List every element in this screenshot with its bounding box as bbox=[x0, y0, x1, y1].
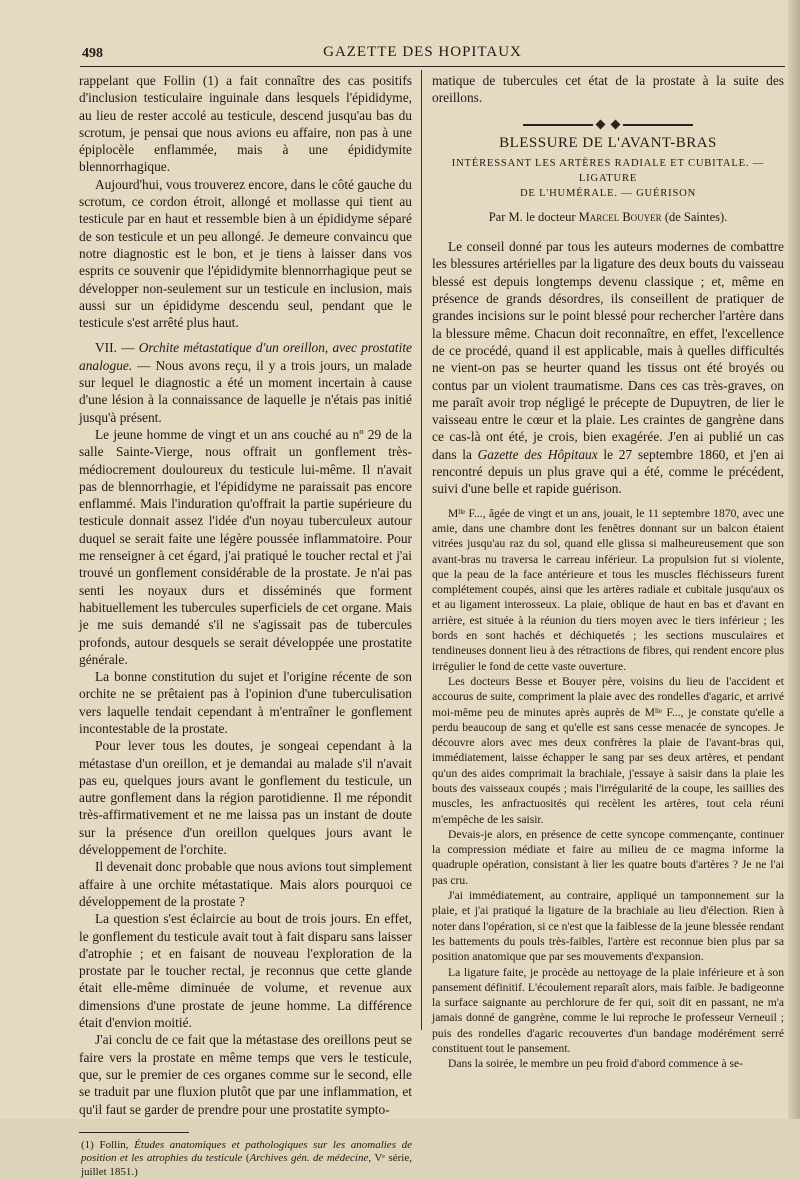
byline-suffix: (de Saintes). bbox=[664, 209, 728, 224]
section-number: VII. — bbox=[95, 340, 135, 356]
byline-prefix: Par M. le docteur bbox=[488, 209, 576, 224]
article-subtitle bbox=[432, 156, 784, 201]
byline bbox=[432, 209, 784, 226]
ornament-divider bbox=[432, 115, 784, 123]
paragraph: La bonne constitution du sujet et l'origine récente de son orchite ne se prêtaient pas à l'opinion d'une tuberculisation vers laquelle tendait cependant à m'entraîner le gonflement incontestable de la prostate. bbox=[79, 669, 412, 736]
author-name: Marcel Bouyer bbox=[578, 209, 662, 224]
section-heading-vii bbox=[79, 339, 412, 425]
paragraph: Mˡˡᵉ F..., âgée de vingt et un ans, jouait, le 11 septembre 1870, avec une amie, dans une chambre dont les fenêtres donnant sur un balcon étaient vitrées jusqu'au raz du sol, quand elle glissa si malheureusement que son avant-bras nu traversa le carreau inférieur. La propulsion fut si violente, que la peau de la face antérieure et tous les muscles fléchisseurs furent complétement coupés, ainsi que les artères radiale et cubitale jusqu'aux os et au ligament interosseux. La plaie, oblique de haut en bas et d'avant en arrière, est située à la réunion du tiers moyen avec le tiers inférieur ; les bords en sont hachés et déchiquetés ; les sections musculaires et tendineuses donnent lieu à des rétractions de fibres, qui rendent encore plus irrégulier le fond de cette vaste ouverture. bbox=[432, 506, 784, 673]
footnote-paren: ( bbox=[245, 1152, 250, 1165]
subtitle-line: INTÉRESSANT LES ARTÈRES RADIALE ET CUBITALE. — LIGATURE bbox=[451, 157, 765, 184]
paragraph: Les docteurs Besse et Bouyer père, voisins du lieu de l'accident et accourus de suite, compriment la plaie avec des rondelles d'agaric, et arrivé moi-même peu de minutes après auprès de Mˡˡᵉ F..., je constate qu'elle a perdu beaucoup de sang et qu'elle est sans cesse menacée de syncopes. Je découvre alors avec mes deux confrères la plaie de l'avant-bras qui, immédiatement, laisse échapper le sang par ses deux artères, et pendant qu'un des aides comprimait la brachiale, j'essaye à saisir dans la plaie les bouts des vaisseaux coupés ; mais l'irrégularité de la coupe, les saillies des muscles, les anfractuosités qui recèlent les artères, tout cela réuni m'empêche de les saisir. bbox=[432, 674, 784, 826]
paragraph: J'ai immédiatement, au contraire, appliqué un tamponnement sur la plaie, et j'ai pratiqué la ligature de la brachiale au lieu d'élection. Rien à noter dans l'opération, si ce n'est que la faiblesse de la jeune blessée rendant les battements du pouls très-faibles, l'artère est reconnue bien plus par sa position anatomique que par ses mouvements d'expansion. bbox=[432, 889, 784, 964]
page-edge-shadow bbox=[788, 0, 800, 1119]
paragraph: Aujourd'hui, vous trouverez encore, dans le côté gauche du scrotum, ce cordon étroit, allongé et mollasse qui tient au testicule par en haut et ressemble bien à un épididyme séparé de son testicule et un peu allongé. Je demeure convaincu que notre diagnostic est le bon, et je tiens à laisser dans vos esprits ce souvenir que l'épididymite blennorrhagique peut se développer non-seulement sur un testicule en inclusion, mais aussi sur un épididyme descendu seul, pendant que le testicule s'est arrêté plus haut. bbox=[79, 176, 412, 331]
page-header bbox=[60, 38, 785, 64]
paragraph: J'ai conclu de ce fait que la métastase des oreillons peut se faire vers la prostate en même temps que vers le testicule, que, sur le premier de ces organes comme sur le second, elle se traduit par une fluxion plutôt que par une inflammation, et qu'il faut se garder de prendre pour une prostatite sympto- bbox=[79, 1032, 412, 1117]
header-rule bbox=[80, 66, 785, 67]
paragraph: matique de tubercules cet état de la prostate à la suite des oreillons. bbox=[432, 73, 784, 106]
paragraph: Le jeune homme de vingt et un ans couché au nº 29 de la salle Sainte-Vierge, nous offrait un gonflement très-médiocrement douloureux du testicule lui-même. Il n'avait pas de blennorrhagie, et l'épididyme ne paraissait pas encore enflammé. Mais l'induration qu'offrait la partie supérieure du testicule donnait assez l'idée d'un noyau tuberculeux autour duquel se serait faite une légère poussée inflammatoire. Pour me renseigner à cet égard, j'ai pratiqué le toucher rectal et j'ai trouvé un gonflement considérable de la prostate. Je n'ai pas senti les noyaux durs et disséminés que forment habituellement les tubercules superficiels de cet organe. Mais je me suis demandé s'il ne s'agissait pas de tubercules profonds, autour desquels se serait développée une prostatite générale. bbox=[79, 426, 412, 667]
article-title: BLESSURE DE L'AVANT-BRAS bbox=[499, 134, 717, 151]
footnote-journal: Archives gén. de médecine bbox=[249, 1152, 369, 1165]
paragraph: Devais-je alors, en présence de cette syncope commençante, continuer la compression médiate et faire au milieu de ce magma informe la quadruple opération, consistant à lier les quatre bouts d'artères ? Je ne l'ai pas cru. bbox=[432, 827, 784, 887]
column-divider bbox=[421, 70, 422, 1030]
journal-name: Gazette des Hôpitaux bbox=[477, 446, 598, 462]
paragraph: Dans la soirée, le membre un peu froid d'abord commence à se- bbox=[448, 1057, 744, 1071]
paragraph: Pour lever tous les doutes, je songeai cependant à la métastase d'un oreillon, et je demandai au malade s'il n'avait pas eu, quelques jours avant le gonflement du testicule, un autre gonflement dans la région parotidienne. Il me répondit très-affirmativement et ne me laissa pas un instant de doute sur la présence d'un oreillon quelques jours avant le développement de l'orchite. bbox=[79, 738, 412, 858]
subtitle-line: DE L'HUMÉRALE. — GUÉRISON bbox=[519, 187, 697, 199]
footnote-title: Études anatomiques et pathologiques sur les anomalies de position et les atrophies du testicule bbox=[81, 1138, 413, 1165]
footnote-rule bbox=[79, 1132, 189, 1133]
footnote-number: (1) Follin, bbox=[81, 1138, 129, 1151]
case-report bbox=[432, 506, 784, 1072]
paragraph: Il devenait donc probable que nous avions tout simplement affaire à une orchite métastatique. Mais alors pourquoi ce développement de la prostate ? bbox=[79, 859, 412, 909]
paragraph: La ligature faite, je procède au nettoyage de la plaie inférieure et à son pansement définitif. L'écoulement reparaît alors, mais faible. Je badigeonne la surface saignante au perchlorure de fer qui, soit dit en passant, ne m'a jamais donné de gangrène, comme le lui reproche le professeur Verneuil ; puis des rondelles d'agaric recouvertes d'un bandage modérément serré constituent tout le pansement. bbox=[432, 965, 784, 1056]
footnote-rest: , Vᵉ série, juillet 1851.) bbox=[81, 1152, 412, 1178]
paragraph bbox=[432, 238, 784, 497]
paragraph: rappelant que Follin (1) a fait connaître des cas positifs d'inclusion testiculaire inguinale dans lesquels l'épididyme, au lieu de rester accolé au testicule, descend jusqu'au bas du scrotum, je pensai que nous avions eu affaire, non pas à une épiplocèle enflammée, mais à une épididymite blennorrhagique. bbox=[79, 73, 412, 175]
paragraph-text: Le conseil donné par tous les auteurs modernes de combattre les blessures artérielles par la ligature des deux bouts du vaisseau blessé est depuis longtemps devenu classique ; et, même en présence de grands désordres, ils conseillent de pratiquer de grandes incisions sur le point blessé pour rechercher l'artère dans la blessure même. Chacun doit reconnaître, en effet, l'excellence de ce procédé, quand il est applicable, mais à quelles difficultés ne vient-on pas se heurter quand les tissus ont été broyés ou contus par un violent traumatisme. Dans ces cas très-graves, on me paraît avoir trop négligé le précepte de Dupuytren, de lier le vaisseau entre le cœur et la plaie. Les craintes de gangrène dans ce cas-là ont été, je crois, bien exagérée. J'en ai publié un cas dans la bbox=[432, 239, 784, 462]
paragraph: La question s'est éclaircie au bout de trois jours. En effet, le gonflement du testicule avait tout à fait disparu sans laisser d'atrophie ; et en faisant de nouveau l'exploration de la prostate par le toucher rectal, je reconnus que cette glande était elle-même diminuée de volume, et revenue aux dimensions d'une prostate de jeune homme. La différence était d'envion moitié. bbox=[79, 911, 412, 1031]
section-title: Orchite métastatique d'un oreillon, avec prostatite analogue. bbox=[79, 340, 412, 373]
running-title: GAZETTE DES HOPITAUX bbox=[323, 44, 522, 60]
page-number: 498 bbox=[82, 46, 103, 61]
footnote bbox=[81, 1139, 412, 1179]
left-column bbox=[79, 72, 412, 1179]
right-column bbox=[432, 72, 784, 1072]
section-body: — Nous avons reçu, il y a trois jours, un malade sur lequel le diagnostic a été un moment incertain à cause d'une lésion à la connaissance de laquelle je n'étais pas initié jusqu'à présent. bbox=[79, 357, 412, 425]
paragraph-text: le 27 septembre 1860, et j'en ai rencontré depuis un plus grave qui a été, comme le précédent, suivi d'une belle et rapide guérison. bbox=[432, 446, 784, 497]
